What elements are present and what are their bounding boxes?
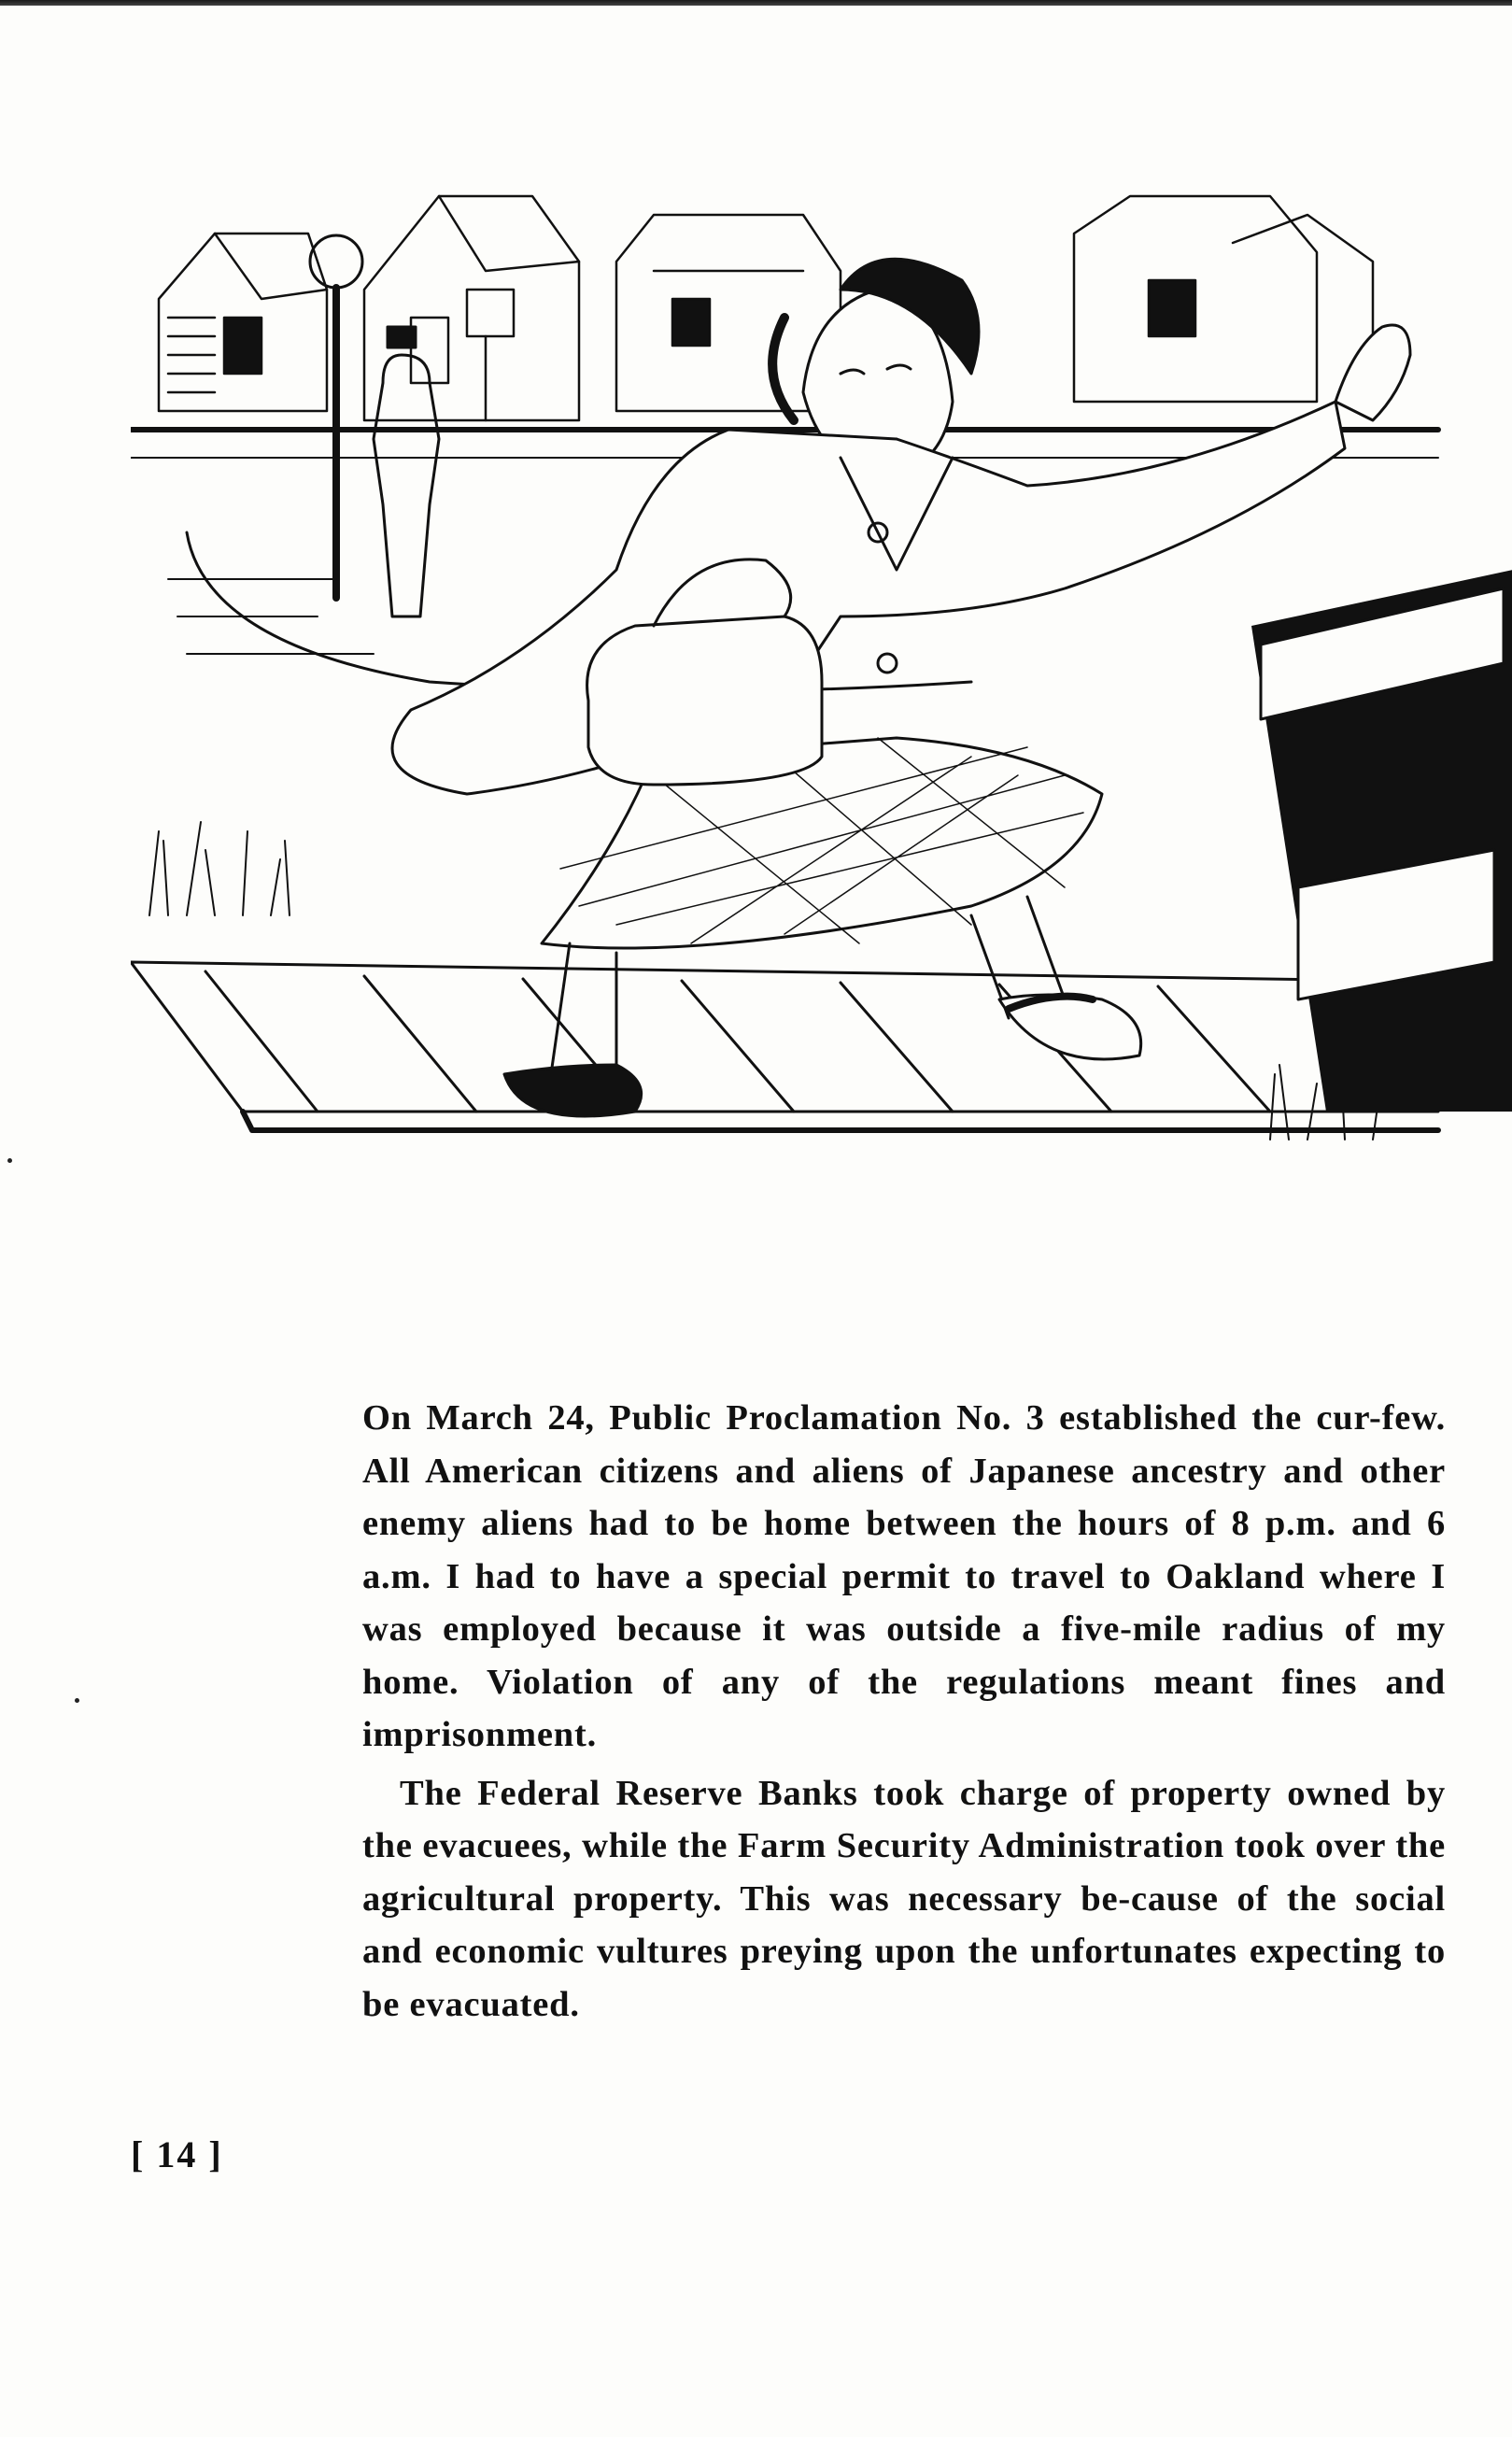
boardwalk [131, 962, 1438, 1130]
bus-stop-sign-and-man [310, 235, 439, 616]
paragraph-curfew: On March 24, Public Proclamation No. 3 established the cur-few. All American citizens and aliens of Japanese ancestry and other enemy aliens had to be home between the hours of 8 p.m. and 6 a.m. I had to have a special permit to travel to Oakland where I was employed because it was outside a five-mile radius of my home. Violation of any of the regulations meant fines and imprisonment. [362, 1398, 1446, 1754]
page-number: [ 14 ] [131, 2133, 223, 2175]
top-edge-rule [0, 0, 1512, 6]
scan-speck [75, 1698, 79, 1703]
body-text [362, 1392, 1446, 2031]
porch-steps [1251, 570, 1512, 1112]
woman-figure [392, 259, 1410, 1116]
illustration-woman-hurrying-home [131, 177, 1512, 1280]
paragraph-property: The Federal Reserve Banks took charge of property owned by the evacuees, while the Farm Security Administration took over the agricultural property. This was necessary be-cause of the social and economic vultures preying upon the unfortunates expecting to be evacuated. [362, 1773, 1446, 2024]
scan-speck [7, 1158, 12, 1163]
